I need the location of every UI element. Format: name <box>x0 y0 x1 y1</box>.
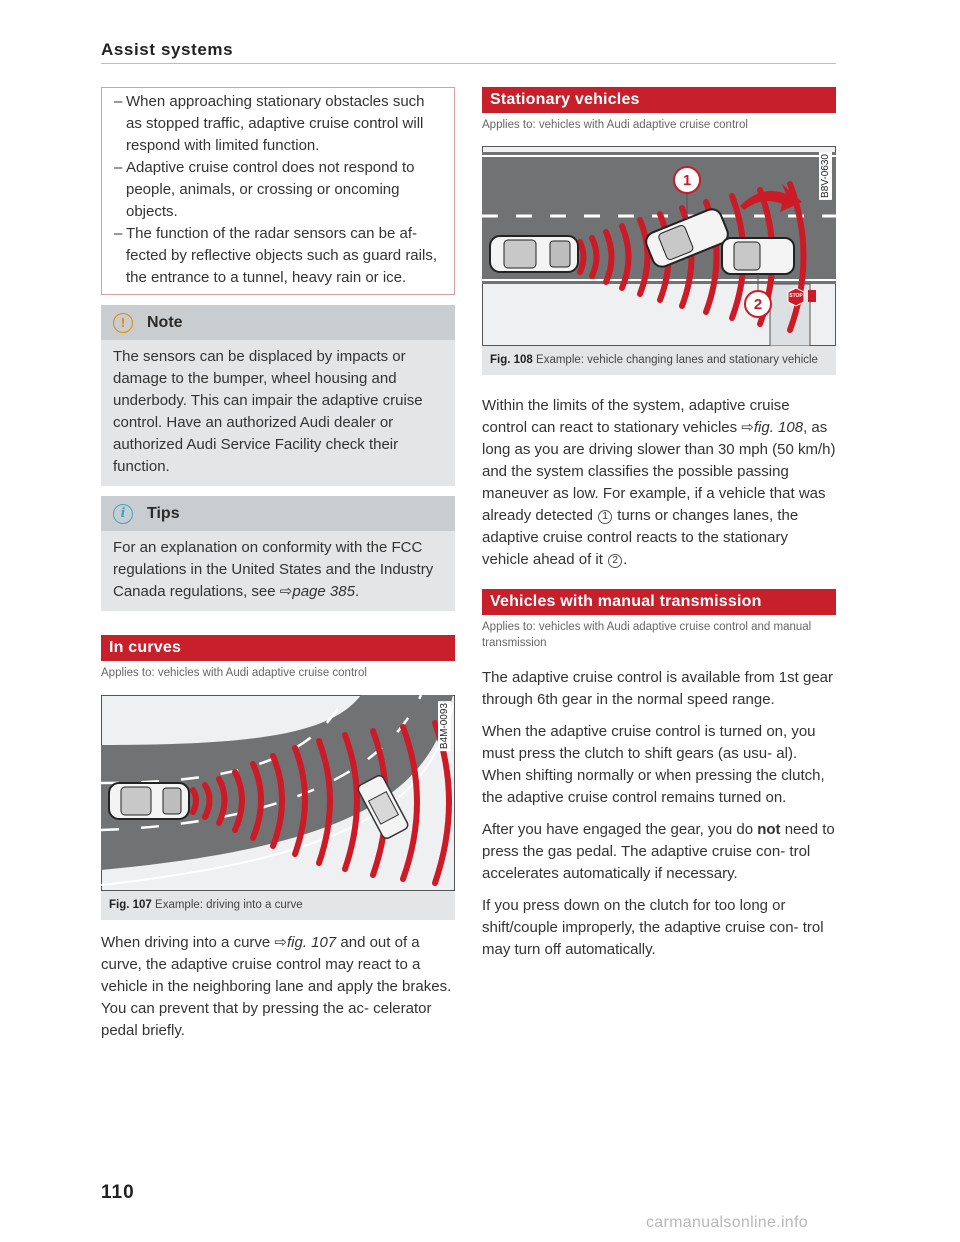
note-body: The sensors can be displaced by impacts or damage to the bumper, wheel housing and underbody. This can impair the adaptive cruise control. Have an authorized Audi dealer or authorized Audi Service Facility check their function. <box>101 340 455 486</box>
info-icon: i <box>113 504 133 524</box>
figure-107-illustration <box>101 695 455 891</box>
in-curves-applies: Applies to: vehicles with Audi adaptive cruise control <box>101 667 367 679</box>
warning-box <box>101 87 455 295</box>
right-column <box>482 87 836 961</box>
manual-paragraph-2: When the adaptive cruise control is turned on, you must press the clutch to shift gears (as usu- al). When shifting normally or when pressing the clutch, the adaptive cruise control remains turned on. <box>482 723 825 806</box>
in-curves-body: When driving into a curve ⇨fig. 107 and out of a curve, the adaptive cruise control may react to a vehicle in the neighboring lane and apply the brakes. You can prevent that by pressing the ac- celerator pedal briefly. <box>101 934 452 1039</box>
tips-body: For an explanation on conformity with the FCC regulations in the United States and the Industry Canada regulations, see ⇨page 385. <box>101 531 455 611</box>
stationary-vehicles-applies: Applies to: vehicles with Audi adaptive cruise control <box>482 119 748 131</box>
left-column <box>101 87 455 1042</box>
tips-callout <box>101 496 455 611</box>
note-callout <box>101 305 455 486</box>
manual-transmission-applies: Applies to: vehicles with Audi adaptive cruise control and manual transmission <box>482 621 812 649</box>
manual-paragraph-4: If you press down on the clutch for too long or shift/couple improperly, the adaptive cruise con- trol may turn off automatically. <box>482 897 824 958</box>
figure-108-caption: Fig. 108 Example: vehicle changing lanes and stationary vehicle <box>490 354 818 366</box>
manual-transmission-heading: Vehicles with manual transmission <box>482 589 836 615</box>
header-divider <box>101 63 836 64</box>
figure-107-caption: Fig. 107 Example: driving into a curve <box>109 899 303 911</box>
note-header <box>101 305 455 340</box>
page-number: 110 <box>101 1182 135 1203</box>
stationary-vehicles-body: Within the limits of the system, adaptive cruise control can react to stationary vehicles ⇨fig. 108, as long as you are driving slower than 30 mph (50 km/h) and the system classifies the possible passing maneuver as low. For example, if a vehicle that was already detected 1 turns or changes lanes, the adaptive cruise control reacts to the stationary vehicle ahead of it 2 . <box>482 397 836 568</box>
manual-paragraph-3: After you have engaged the gear, you do not need to press the gas pedal. The adaptive cruise con- trol accelerates automatically if necessary. <box>482 821 835 882</box>
stationary-vehicles-heading: Stationary vehicles <box>482 87 836 113</box>
section-header-title: Assist systems <box>101 40 234 59</box>
warning-item: – The function of the radar sensors can be af- fected by reflective objects such as guard rails, the entrance to a tunnel, heavy rain or ice. <box>114 225 437 286</box>
figure-code: B8V-0630 <box>820 154 831 198</box>
watermark: carmanualsonline.info <box>646 1214 808 1231</box>
arrow-icon: ⇨ <box>279 583 293 600</box>
arrow-icon: ⇨ <box>274 934 287 951</box>
exclamation-icon: ! <box>113 313 133 333</box>
figure-108 <box>482 146 836 375</box>
warning-item: – When approaching stationary obstacles such as stopped traffic, adaptive cruise control will respond with limited function. <box>114 93 425 154</box>
warning-item: – Adaptive cruise control does not respond to people, animals, or crossing or oncoming objects. <box>114 159 415 220</box>
stop-sign-icon: STOP <box>789 293 803 299</box>
figure-107 <box>101 695 455 920</box>
marker-1-icon: 1 <box>598 510 612 524</box>
tips-title: Tips <box>147 504 180 522</box>
figure-marker-1: 1 <box>682 172 692 189</box>
figure-108-illustration <box>482 146 836 346</box>
marker-2-icon: 2 <box>608 554 622 568</box>
figure-marker-2: 2 <box>753 296 763 313</box>
page-reference-link[interactable]: page 385 <box>292 583 355 600</box>
figure-reference-link[interactable]: fig. 107 <box>287 934 337 951</box>
in-curves-heading: In curves <box>101 635 455 661</box>
manual-paragraph-1: The adaptive cruise control is available from 1st gear through 6th gear in the normal speed range. <box>482 669 834 708</box>
note-title: Note <box>147 313 183 331</box>
tips-header <box>101 496 455 531</box>
arrow-icon: ⇨ <box>741 419 754 436</box>
figure-reference-link[interactable]: fig. 108 <box>753 419 804 436</box>
figure-code: B4M-0093 <box>439 703 450 750</box>
